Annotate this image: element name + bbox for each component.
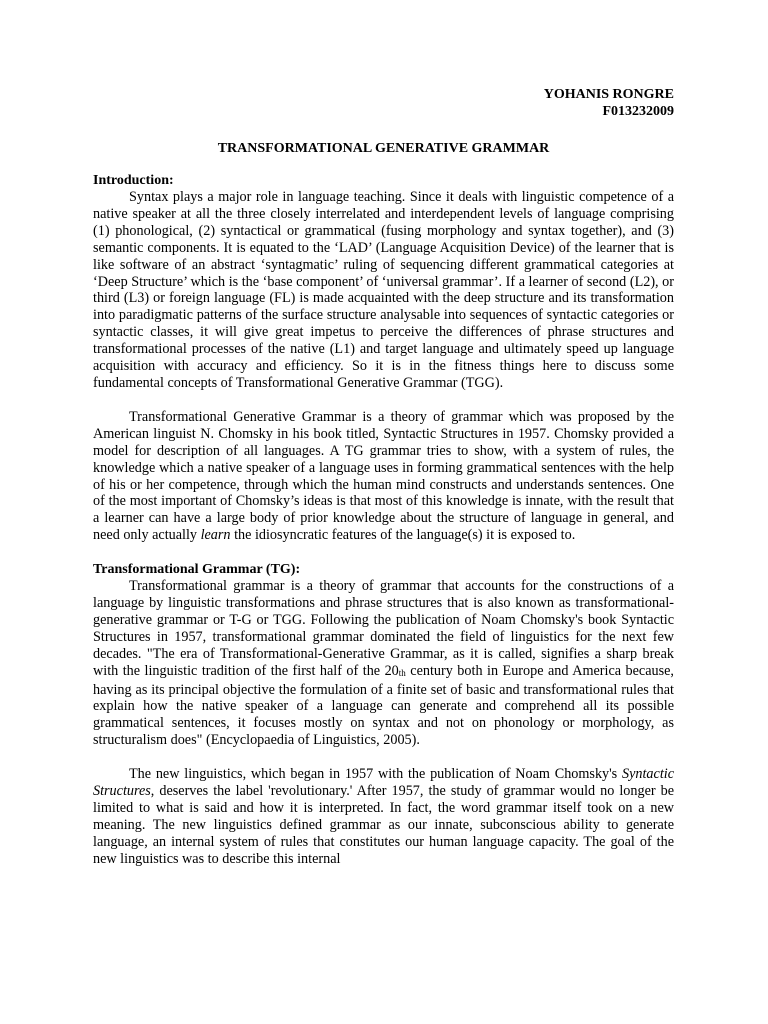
tg-p2-text-start: The new linguistics, which began in 1957 with the publication of Noam Chomsky's [129,766,622,783]
author-id: F013232009 [602,104,674,119]
introduction-heading: Introduction: [93,173,174,188]
tg-paragraph-1 [93,578,674,749]
author-block [93,86,674,120]
paragraph-spacer [93,544,674,561]
intro-p2-text-end: the idiosyncratic features of the language(s) it is exposed to. [230,527,576,544]
tg-p2-text-end: , deserves the label 'revolutionary.' After 1957, the study of grammar would no longer be limited to what is said and how it is interpreted. In fact, the word grammar itself took on a new meaning. The new linguistics defined grammar as our innate, subconscious ability to generate language, an internal system of rules that constitutes our human language capacity. The goal of the new linguistics was to describe this internal [93,783,674,867]
intro-p2-italic-learn: learn [200,527,231,544]
document-title: TRANSFORMATIONAL GENERATIVE GRAMMAR [217,141,550,156]
tg-p2-italic-book-title: Syntactic Structures [93,766,674,800]
intro-p2-text-start: Transformational Generative Grammar is a theory of grammar which was proposed by the American linguist N. Chomsky in his book titled, Syntactic Structures in 1957. Chomsky provided a model for description of all languages. A TG grammar tries to show, with a system of rules, the knowledge which a native speaker of a language uses in forming grammatical sentences with the help of his or her competence, through which the human mind constructs and understands sentences. One of the most important of Chomsky’s ideas is that most of this knowledge is innate, with the result that a learner can have a large body of prior knowledge about the structure of language in general, and need only actually [93,408,674,544]
paragraph-spacer [93,749,674,766]
introduction-paragraph-1: Syntax plays a major role in language teaching. Since it deals with linguistic competence of a native speaker at all the three closely interrelated and interdependent levels of language comprising (1) phonological, (2) syntactical or grammatical (fusing morphology and syntax together), and (3) semantic components. It is equated to the ‘LAD’ (Language Acquisition Device) of the learner that is like software of an abstract ‘syntagmatic’ ruling of sequencing different grammatical categories at ‘Deep Structure’ which is the ‘base component’ of ‘universal grammar’. If a learner of second (L2), or third (L3) or foreign language (FL) is made acquainted with the deep structure and its transformation into paradigmatic patterns of the surface structure analysable into sequences of syntactic categories or syntactic classes, it will give great impetus to perceive the differences of phrase structures and transformational processes of the native (L1) and target language and ultimately speed up language acquisition with accuracy and efficiency. So it is in the fitness things here to discuss some fundamental concepts of Transformational Generative Grammar (TGG). [93,189,674,391]
tg-p1-superscript: th [398,667,406,678]
tg-paragraph-2 [93,766,674,867]
paragraph-spacer [93,392,674,409]
tg-heading: Transformational Grammar (TG): [93,562,301,578]
tg-p1-text-start: Transformational grammar is a theory of grammar that accounts for the constructions of a language by linguistic transformations and phrase structures that is also known as transformational-generative grammar or T-G or TGG. Following the publication of Noam Chomsky's book Syntactic Structures in 1957, transformational grammar dominated the field of linguistics for the next few decades. "The era of Transformational-Generative Grammar, as it is called, signifies a sharp break with the linguistic tradition of the first half of the 20 [93,578,674,679]
introduction-paragraph-2 [93,409,674,544]
tg-p1-text-end: century both in Europe and America because, having as its principal objective the formulation of a finite set of basic and transformational rules that explain how the native speaker of a language can generate and comprehend all its possible grammatical sentences, it focuses mostly on syntax and not on phonology or morphology, as structuralism does" (Encyclopaedia of Linguistics, 2005). [93,662,674,749]
author-name: YOHANIS RONGRE [543,87,674,102]
